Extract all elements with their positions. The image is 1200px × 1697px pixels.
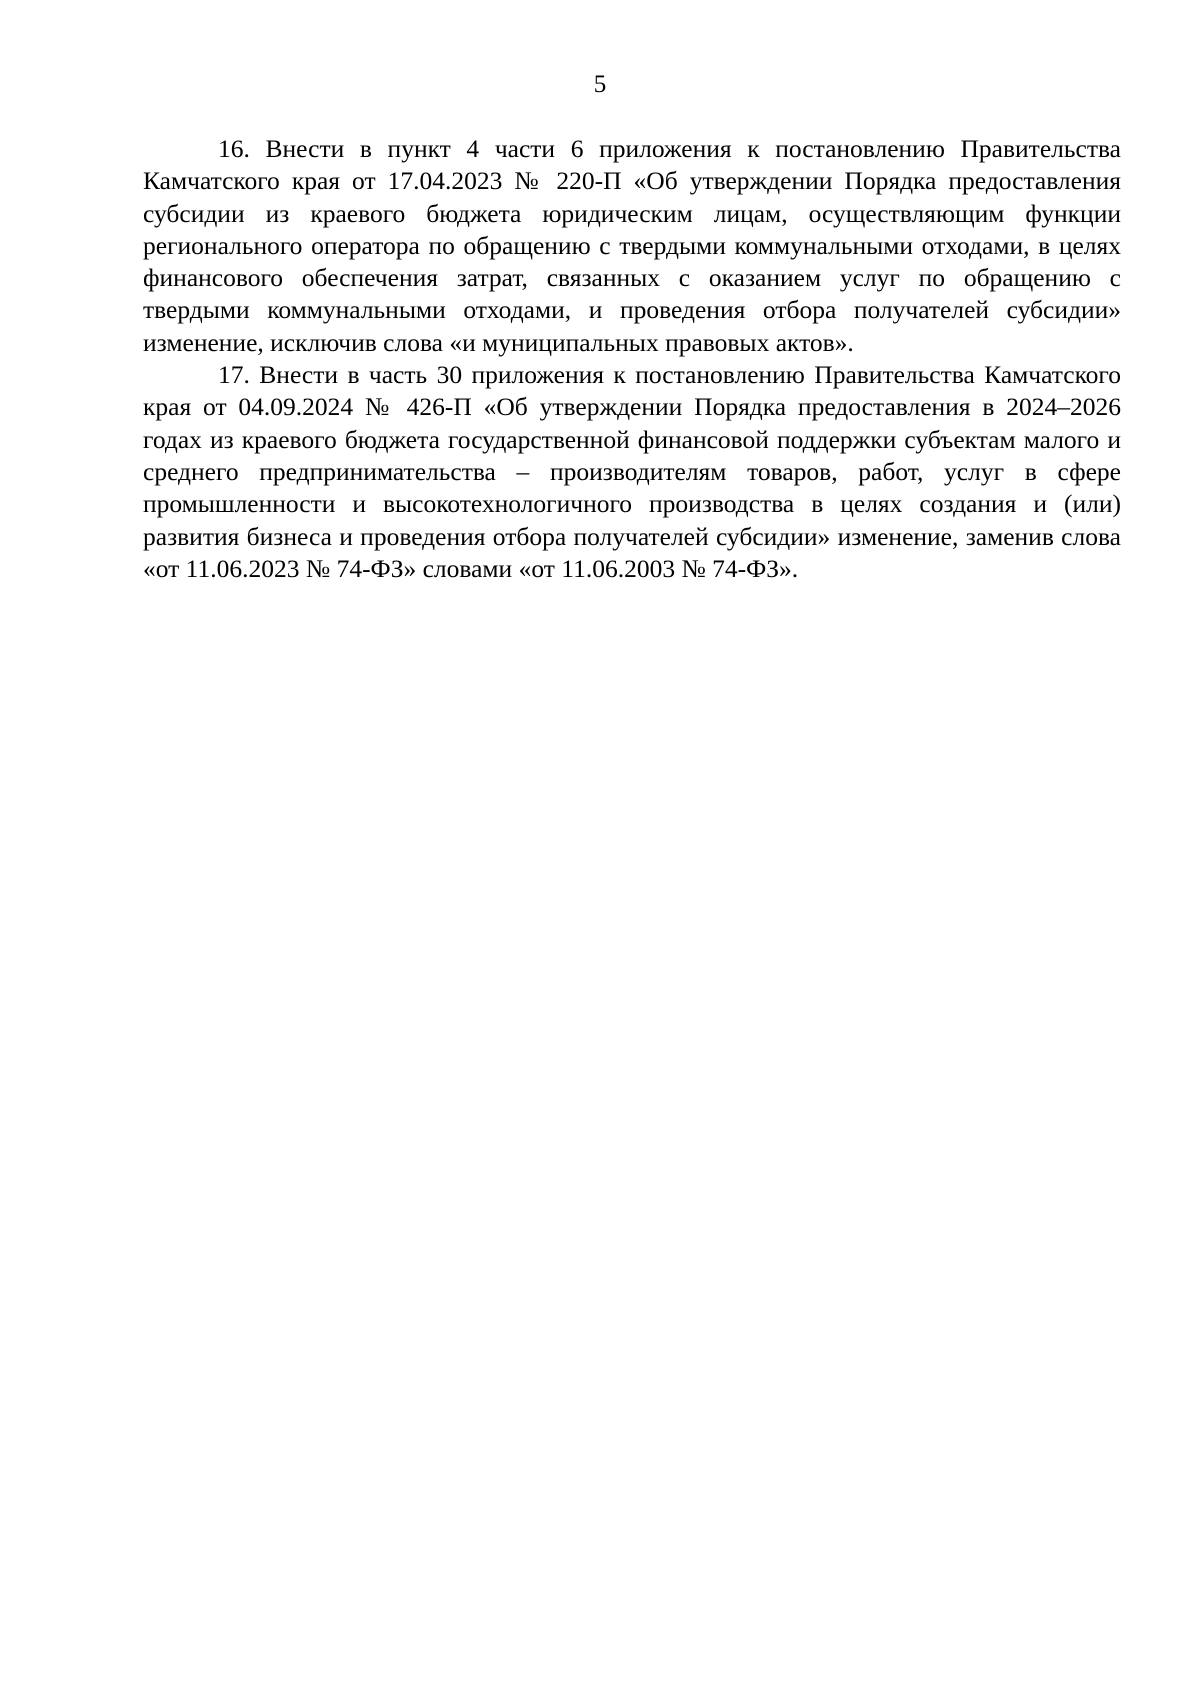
paragraph-17: 17. Внести в часть 30 приложения к постановлению Правительства Камчатского края от 04.09.2024 № 426-П «Об утверждении Порядка предоставления в 2024–2026 годах из краевого бюджета государственной финансовой поддержки субъектам малого и среднего предпринимательства – производителям товаров, работ, услуг в сфере промышленности и высокотехнологичного производства в целях создания и (или) развития бизнеса и проведения отбора получателей субсидии» изменение, заменив слова «от 11.06.2023 № 74-ФЗ» словами «от 11.06.2003 № 74-ФЗ». (143, 360, 1121, 583)
page-number: 5 (593, 71, 607, 98)
paragraph-16: 16. Внести в пункт 4 части 6 приложения к постановлению Правительства Камчатского края от 17.04.2023 № 220-П «Об утверждении Порядка предоставления субсидии из краевого бюджета юридическим лицам, осуществляющим функции регионального оператора по обращению с твердыми коммунальными отходами, в целях финансового обеспечения затрат, связанных с оказанием услуг по обращению с твердыми коммунальными отходами, и проведения отбора получателей субсидии» изменение, исключив слова «и муниципальных правовых актов». (143, 134, 1121, 357)
document-body (143, 133, 1121, 585)
